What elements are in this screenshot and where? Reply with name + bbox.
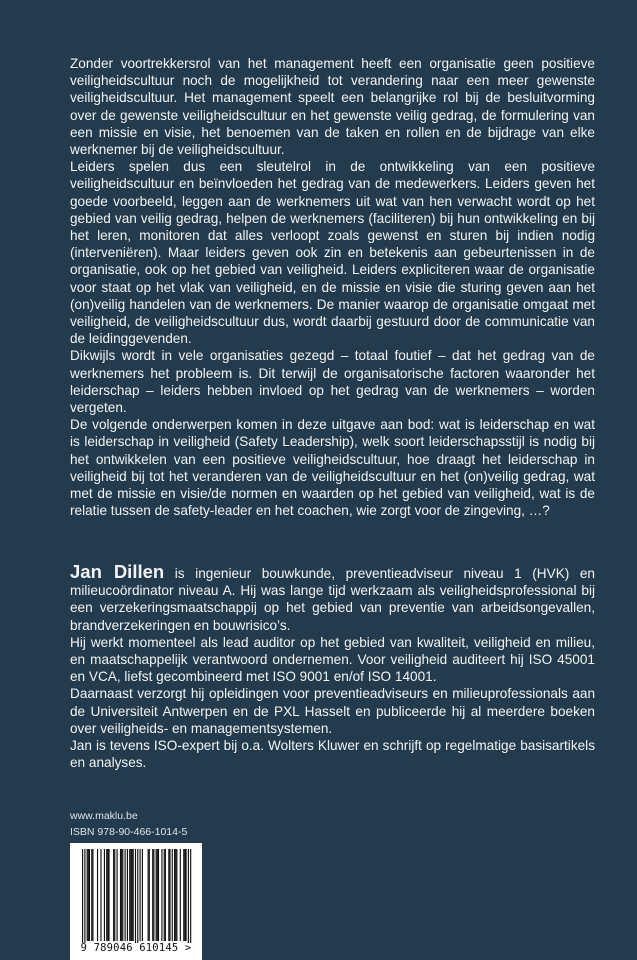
blurb-paragraph-4: De volgende onderwerpen komen in deze uitgave aan bod: wat is leiderschap en wat is leiderschap in veiligheid (Safety Leadership), welk soort leiderschapsstijl is nodig bij het ontwikkelen van een positieve veiligheidscultuur, hoe draagt het leiderschap in veiligheid bij tot het veranderen van de veiligheidscultuur en het (on)veilig gedrag, wat met de missie en visie/de normen en waarden op het gebied van veiligheid, wat is de relatie tussen de safety-leader en het coachen, wie zorgt voor de zingeving, …? — [70, 417, 595, 519]
barcode-bar — [129, 849, 130, 941]
barcode-bar — [108, 849, 109, 941]
barcode-bar — [169, 849, 170, 941]
barcode-bar — [140, 849, 141, 941]
blurb-paragraph-1: Zonder voortrekkersrol van het management heeft een organisatie geen positieve veiligheidscultuur noch de mogelijkheid tot verandering naar een meer gewenste veiligheidscultuur. Het management speelt een belangrijke rol bij de besluitvorming over de gewenste veiligheidscultuur en het gewenste veilig gedrag, de formulering van een missie en visie, het benoemen van de taken en rollen en de bijdrage van elke werknemer bij de veiligheidscultuur. — [70, 56, 595, 158]
barcode-bar — [186, 849, 187, 941]
author-bio — [70, 563, 595, 771]
barcode-bar — [113, 849, 114, 941]
barcode-bar — [137, 849, 138, 943]
barcode-bar — [152, 849, 153, 941]
barcode-bar — [91, 849, 92, 941]
barcode-bar — [175, 849, 176, 941]
barcode-bar — [184, 849, 185, 941]
barcode-bar — [97, 849, 98, 941]
barcode — [70, 843, 202, 960]
barcode-bar — [165, 849, 166, 941]
barcode-bar — [176, 849, 177, 941]
barcode-bar — [190, 849, 191, 943]
barcode-bar — [89, 849, 90, 941]
barcode-bars-icon — [70, 843, 202, 943]
bio-paragraph-4: Jan is tevens ISO-expert bij o.a. Wolters Kluwer en schrijft op regelmatige basisartikels en analyses. — [70, 738, 595, 771]
barcode-bar — [164, 849, 165, 941]
barcode-bar — [107, 849, 108, 941]
barcode-bar — [122, 849, 123, 941]
barcode-bar — [133, 849, 134, 941]
barcode-bar — [153, 849, 154, 941]
isbn-label: ISBN 978-90-466-1014-5 — [70, 826, 188, 838]
barcode-bar — [172, 849, 173, 941]
barcode-bar — [121, 849, 122, 941]
bio-intro-text: is ingenieur bouwkunde, preventieadviseur niveau 1 (HVK) en milieucoördinator niveau A. Hij was lange tijd werkzaam als veiligheidsprofessional bij een verzekeringsmaatschappij op het gebied van preventie van arbeidsongevallen, brandverzekeringen en bouwrisico’s. — [70, 566, 595, 633]
barcode-bar — [157, 849, 158, 941]
barcode-bar — [149, 849, 150, 941]
blurb-paragraph-2: Leiders spelen dus een sleutelrol in de ontwikkeling van een positieve veiligheidscultuur en beïnvloeden het gedrag van de medewerkers. Leiders geven het goede voorbeeld, leggen aan de werknemers uit wat van hen verwacht wordt op het gebied van veilig gedrag, helpen de werknemers (faciliteren) bij hun ontwikkeling en bij het leren, monitoren dat alles verloopt zoals gewenst en sturen bij indien nodig (interveniëren). Maar leiders geven ook zin en betekenis aan gebeurtenissen in de organisatie, ook op het gebied van veiligheid. Leiders expliciteren waar de organisatie voor staat op het vlak van veiligheid, en de missie en visie die sturing geven aan het (on)veilig handelen van de werknemers. De manier waarop de organisatie omgaat met veiligheid, de veiligheidscultuur dus, wordt daarbij gestuurd door de communicatie van de leidinggevenden. — [70, 159, 595, 347]
barcode-bar — [114, 849, 115, 941]
bio-paragraph-2: Hij werkt momenteel als lead auditor op het gebied van kwaliteit, veiligheid en milieu, en maatschappelijk verantwoord ondernemen. Voor veiligheid auditeert hij ISO 45001 en VCA, liefst gecombineerd met ISO 9001 en/of ISO 14001. — [70, 634, 595, 685]
barcode-bar — [130, 849, 131, 941]
barcode-bar — [104, 849, 105, 941]
barcode-bar — [174, 849, 175, 941]
barcode-bar — [117, 849, 118, 941]
barcode-bar — [135, 849, 136, 943]
barcode-bar — [84, 849, 85, 943]
barcode-bar — [161, 849, 162, 941]
barcode-bar — [131, 849, 132, 941]
publisher-info — [70, 808, 187, 840]
barcode-bar — [188, 849, 189, 943]
bio-paragraph-3: Daarnaast verzorgt hij opleidingen voor preventieadviseurs en milieuprofessionals aan de Universiteit Antwerpen en de PXL Hasselt en publiceerde hij al meerdere boeken over veiligheids- en managementsystemen. — [70, 686, 595, 736]
blurb-paragraph-3: Dikwijls wordt in vele organisaties gezegd – totaal foutief – dat het gedrag van de werknemers het probleem is. Dit terwijl de organisatorische factoren waaronder het leiderschap – leiders hebben invloed op het gedrag van de werknemers – worden vergeten. — [70, 348, 595, 416]
author-name: Jan Dillen — [70, 561, 165, 582]
barcode-bar — [148, 849, 149, 941]
barcode-bar — [180, 849, 181, 941]
barcode-bar — [158, 849, 159, 941]
publisher-website: www.maklu.be — [70, 810, 138, 822]
barcode-bar — [127, 849, 128, 941]
barcode-bar — [120, 849, 121, 941]
barcode-digits: 9 789046 610145 > — [80, 942, 192, 954]
barcode-bar — [156, 849, 157, 941]
barcode-bar — [92, 849, 93, 941]
barcode-bar — [125, 849, 126, 941]
barcode-bar — [100, 849, 101, 941]
barcode-bar — [87, 849, 88, 941]
barcode-bar — [183, 849, 184, 941]
bio-intro — [70, 563, 595, 634]
barcode-bar — [82, 849, 83, 943]
barcode-bar — [142, 849, 143, 941]
back-cover-blurb — [70, 55, 595, 519]
barcode-bar — [106, 849, 107, 941]
barcode-bar — [168, 849, 169, 941]
barcode-bar — [88, 849, 89, 941]
